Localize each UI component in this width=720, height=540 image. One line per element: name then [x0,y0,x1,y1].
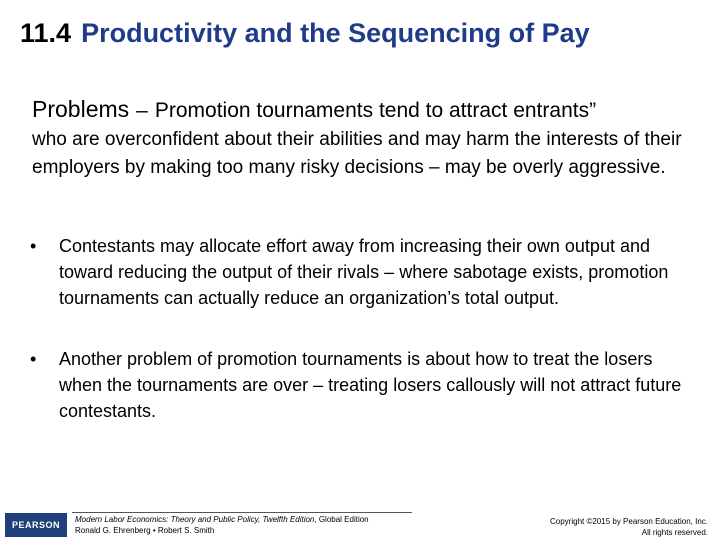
intro-first: Promotion tournaments tend to attract entrants” [154,99,597,122]
section-number: 11.4 [20,18,72,48]
logo-text: PEARSON [11,520,60,530]
footer-divider [72,512,412,513]
bullet-marker: • [30,349,37,369]
title-text: Productivity and the Sequencing of Pay [81,18,590,48]
pearson-logo [5,513,67,537]
footer-copyright [550,516,708,538]
slide-title [20,18,590,49]
book-title: Modern Labor Economics: Theory and Public Policy, Twelfth Edition [75,515,315,524]
list-item [30,233,700,311]
rights-text: All rights reserved. [641,528,708,537]
slide-footer [0,508,720,540]
list-item [30,346,700,424]
intro-lead: Problems [32,96,130,122]
book-authors: Ronald G. Ehrenberg • Robert S. Smith [75,526,215,535]
bullet-text: Contestants may allocate effort away from increasing their own output and toward reducing the output of their rivals – where sabotage exists, promotion tournaments can actually reduce an organization’s total output. [59,236,669,308]
intro-rest: who are overconfident about their abilities and may harm the interests of their employers by making too many risky decisions – may be overly aggressive. [32,129,682,178]
copyright-text: Copyright ©2015 by Pearson Education, Inc. [550,517,708,526]
bullet-text: Another problem of promotion tournaments is about how to treat the losers when the tournaments are over – treating losers callously will not attract future contestants. [59,349,682,421]
book-edition: , Global Edition [314,515,369,524]
intro-paragraph [32,96,702,182]
bullet-marker: • [30,236,37,256]
bullet-list [30,233,700,424]
footer-citation [75,514,369,536]
intro-dash: – [136,99,148,122]
intro-first-line [32,96,702,124]
